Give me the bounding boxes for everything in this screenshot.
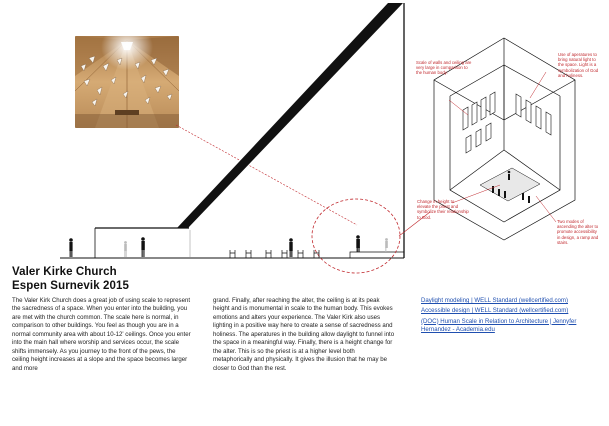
link-human-scale-doc[interactable]: (DOC) Human Scale in Relation to Architecture | Jennyfer Hernandez - Academia.edu (421, 317, 577, 333)
reference-links (421, 297, 596, 336)
isometric-altar (480, 168, 540, 203)
annotation-scale-walls: Scale of walls and ceiling are very large in comparison to the human body. (416, 60, 472, 76)
scale-leader (449, 100, 468, 115)
body-text-column-2: grand. Finally, after reaching the alter, the ceiling is at its peak height and is monumental in scale to the human body. This evokes emotions and alters your experience. The Valer Kirk also uses lighting in a positive way here to create a sense of sacredness and holiness. The aperatures in the building allow daylight to funnel into the space in a meaningful way. Finally, there is a height change for the alter. This is so the priest is at a higher level both metaphorically and physically. It gives the illusion that he may be closer to God than the rest. (213, 297, 395, 372)
body-text-column-1: The Valer Kirk Church does a great job of using scale to represent the sacredness of a space. When you enter into the building, you are met with the church common. The scale here is normal, in comparison to other buildings. You feel as though you are in a normal community area with about 10-12' ceilings. Once you enter into the main hall where worship and services occur, the scale shifts immensely. As you journey to the front of the pews, the ceiling height increases at a slope and the space becomes larger and more (12, 297, 191, 372)
page-subtitle: Espen Surnevik 2015 (12, 280, 129, 292)
pew-chairs (230, 250, 319, 258)
faded-figures (124, 238, 388, 257)
page-title: Valer Kirke Church (12, 266, 117, 278)
sloped-roof (177, 3, 403, 228)
link-daylight-modeling[interactable]: Daylight modeling | WELL Standard (wellcertified.com) (421, 297, 568, 304)
aperture-leader (530, 72, 546, 98)
modes-leader (536, 196, 556, 222)
annotation-height-change: Change in height to elevate the priest and symbolize their relationship to God. (417, 199, 469, 220)
link-accessible-design[interactable]: Accessible design | WELL Standard (wellcertified.com) (421, 307, 569, 315)
annotation-two-modes: Two modes of ascending the alter to promote accessibility in design, a ramp and stairs. (557, 219, 599, 245)
altar-callout-circle (312, 199, 400, 273)
human-figures (69, 235, 360, 257)
altar-platform (350, 252, 404, 258)
annotation-apertures: Use of aperatures to bring natural light to the space. Light is a symbolization of God and holiness. (558, 52, 599, 78)
